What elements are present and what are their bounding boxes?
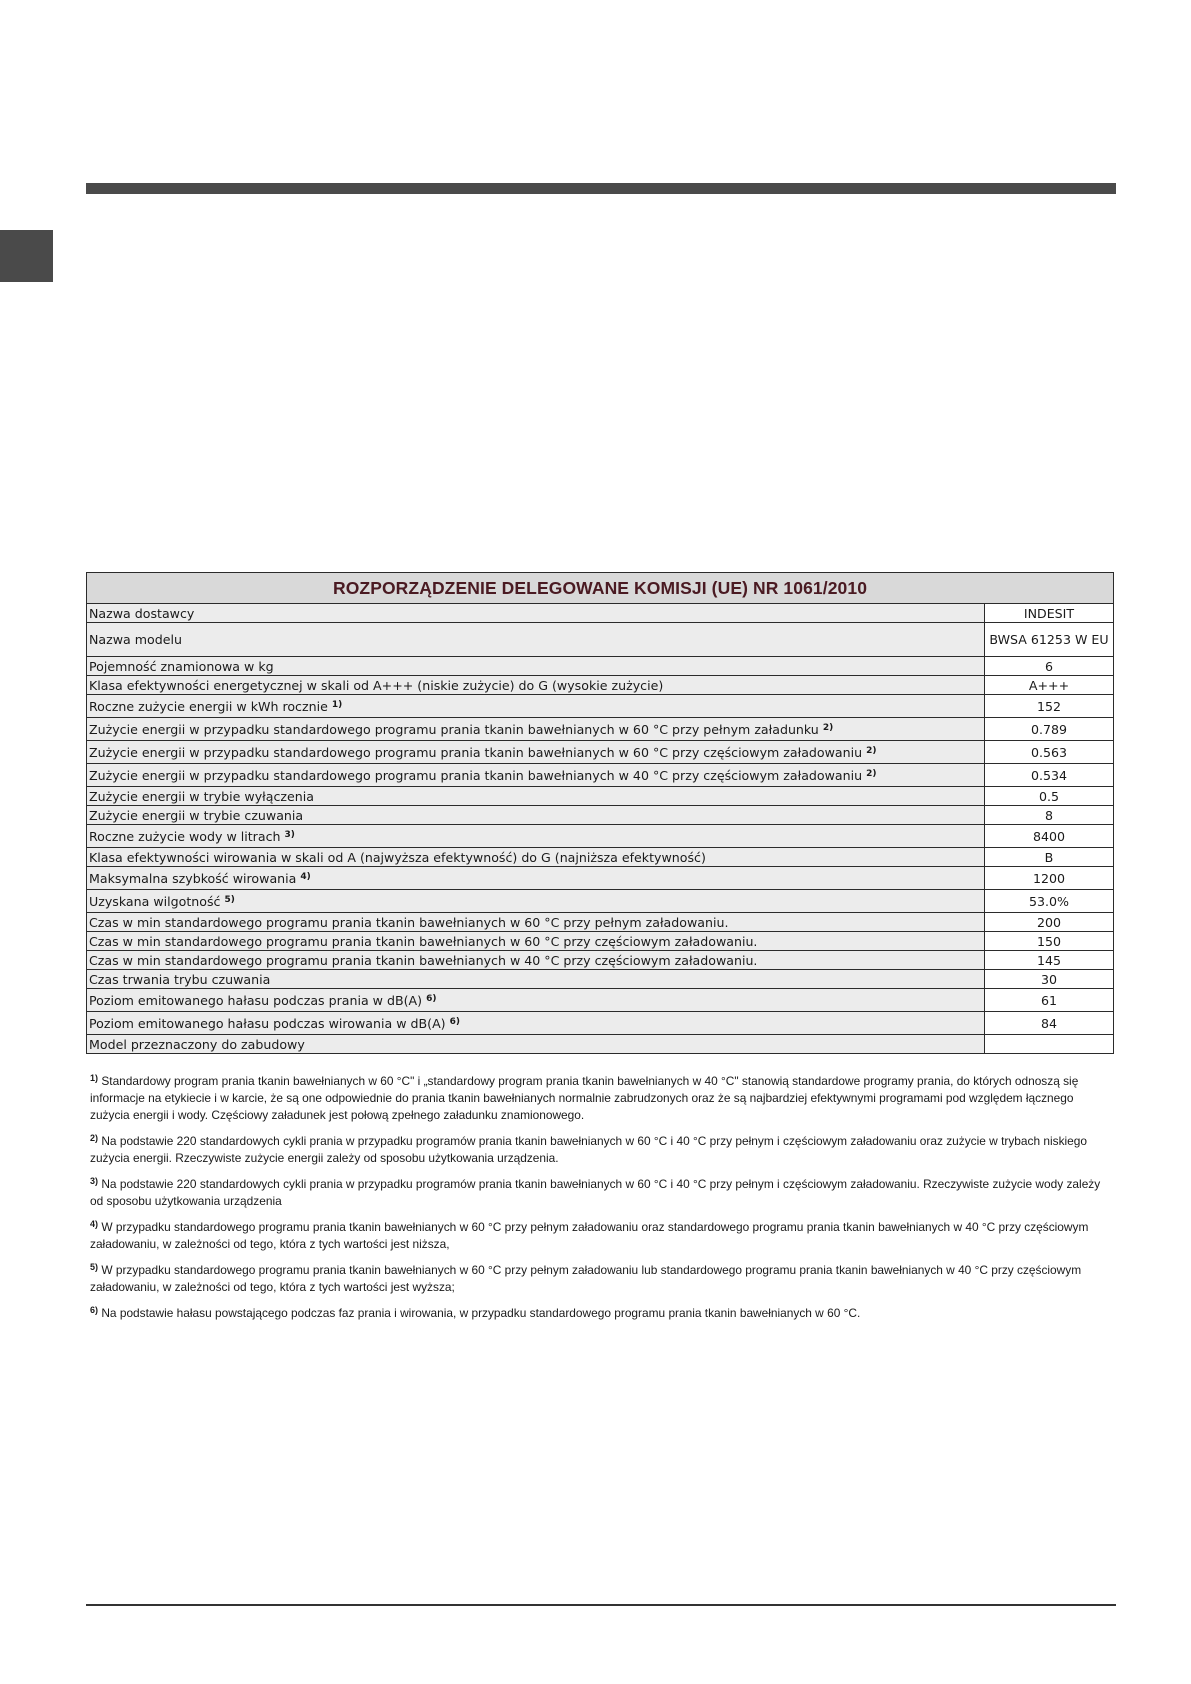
row-label-text: Nazwa dostawcy — [89, 605, 195, 621]
footnote-ref: 4) — [300, 871, 311, 882]
row-label — [87, 970, 985, 989]
footnote-ref: 1) — [331, 699, 343, 710]
row-label — [87, 825, 985, 848]
header-divider-bar — [86, 183, 1116, 194]
footnote-text: Na podstawie 220 standardowych cykli prania w przypadku programów prania tkanin bawełnianych w 60 °C i 40 °C przy pełnym i częściowym załadowaniu oraz zużycie w trybach niskiego zużycia energii. Rzeczywiste zużycie energii zależy od sposobu użytkowania urządzenia. — [90, 1134, 1087, 1165]
table-row — [87, 848, 1114, 867]
table-row — [87, 604, 1114, 623]
row-label-text: Poziom emitowanego hałasu podczas wirowania w dB(A) — [89, 1015, 446, 1031]
row-label — [87, 695, 985, 718]
row-label — [87, 913, 985, 932]
row-label — [87, 657, 985, 676]
table-row — [87, 970, 1114, 989]
table-row — [87, 623, 1114, 657]
row-label — [87, 764, 985, 787]
table-row — [87, 1035, 1114, 1054]
row-value: INDESIT — [985, 604, 1114, 623]
table-row — [87, 695, 1114, 718]
row-label — [87, 932, 985, 951]
row-label-text: Uzyskana wilgotność — [89, 893, 221, 909]
footnote-mark: 4) — [90, 1219, 99, 1229]
row-value: 1200 — [985, 867, 1114, 890]
footnote-mark: 1) — [90, 1073, 99, 1083]
footnote-ref: 6) — [426, 993, 437, 1004]
table-row — [87, 989, 1114, 1012]
row-label-text: Zużycie energii w przypadku standardowego programu prania tkanin bawełnianych w 60 °C przy pełnym załadunku — [89, 721, 819, 737]
footnote-mark: 6) — [90, 1305, 99, 1315]
row-label — [87, 890, 985, 913]
footnote — [90, 1133, 1115, 1167]
row-label — [87, 623, 985, 657]
row-label-text: Pojemność znamionowa w kg — [89, 658, 274, 674]
footnote — [90, 1262, 1115, 1296]
row-label — [87, 989, 985, 1012]
table-row — [87, 825, 1114, 848]
row-value: 145 — [985, 951, 1114, 970]
row-label — [87, 787, 985, 806]
table-row — [87, 787, 1114, 806]
footnote-ref: 2) — [866, 745, 877, 756]
row-label — [87, 848, 985, 867]
table-row — [87, 1012, 1114, 1035]
footer-rule — [86, 1604, 1116, 1606]
footnote-ref: 5) — [224, 894, 235, 905]
table-row — [87, 676, 1114, 695]
row-value: 200 — [985, 913, 1114, 932]
row-label — [87, 604, 985, 623]
row-label-text: Nazwa modelu — [89, 632, 182, 647]
row-value: 0.534 — [985, 764, 1114, 787]
table-row — [87, 913, 1114, 932]
row-label — [87, 951, 985, 970]
table-title: ROZPORZĄDZENIE DELEGOWANE KOMISJI (UE) NR 1061/2010 — [87, 573, 1114, 604]
row-value: BWSA 61253 W EU — [985, 623, 1114, 657]
row-label-text: Klasa efektywności wirowania w skali od A (najwyższa efektywność) do G (najniższa efektywność) — [89, 849, 706, 865]
row-value: 84 — [985, 1012, 1114, 1035]
row-value: B — [985, 848, 1114, 867]
table-row — [87, 890, 1114, 913]
row-label — [87, 1035, 985, 1054]
footnote — [90, 1176, 1115, 1210]
row-value: 61 — [985, 989, 1114, 1012]
row-label-text: Czas w min standardowego programu prania tkanin bawełnianych w 60 °C przy pełnym załadowaniu. — [89, 914, 729, 930]
row-value — [985, 1035, 1114, 1054]
row-label-text: Zużycie energii w trybie czuwania — [89, 807, 304, 823]
row-value: 0.789 — [985, 718, 1114, 741]
table-row — [87, 951, 1114, 970]
row-value: 53.0% — [985, 890, 1114, 913]
table-row — [87, 741, 1114, 764]
page-side-tab — [0, 230, 53, 282]
footnotes — [90, 1073, 1115, 1331]
footnote-ref: 2) — [822, 722, 834, 733]
table-row — [87, 764, 1114, 787]
footnote-text: Na podstawie hałasu powstającego podczas faz prania i wirowania, w przypadku standardowego programu prania tkanin bawełnianych w 60 °C. — [101, 1306, 861, 1320]
footnote-mark: 2) — [90, 1133, 99, 1143]
row-label — [87, 718, 985, 741]
row-label-text: Maksymalna szybkość wirowania — [89, 870, 297, 886]
row-label-text: Czas w min standardowego programu prania tkanin bawełnianych w 40 °C przy częściowym załadowaniu. — [89, 952, 758, 968]
footnote-mark: 5) — [90, 1262, 99, 1272]
row-label — [87, 741, 985, 764]
row-label-text: Czas trwania trybu czuwania — [89, 971, 271, 987]
row-label-text: Czas w min standardowego programu prania tkanin bawełnianych w 60 °C przy częściowym załadowaniu. — [89, 933, 758, 949]
row-label-text: Zużycie energii w przypadku standardowego programu prania tkanin bawełnianych w 60 °C przy częściowym załadowaniu — [89, 744, 863, 760]
table-row — [87, 932, 1114, 951]
row-label-text: Zużycie energii w przypadku standardowego programu prania tkanin bawełnianych w 40 °C przy częściowym załadowaniu — [89, 767, 863, 783]
table-row — [87, 806, 1114, 825]
table-row — [87, 718, 1114, 741]
footnote-ref: 6) — [449, 1016, 461, 1027]
row-value: 150 — [985, 932, 1114, 951]
footnote — [90, 1305, 1115, 1322]
footnote — [90, 1219, 1115, 1253]
row-label-text: Roczne zużycie energii w kWh rocznie — [89, 698, 328, 714]
footnote-mark: 3) — [90, 1176, 99, 1186]
row-value: 8400 — [985, 825, 1114, 848]
footnote — [90, 1073, 1115, 1124]
row-label-text: Poziom emitowanego hałasu podczas prania w dB(A) — [89, 992, 423, 1008]
row-value: A+++ — [985, 676, 1114, 695]
row-value: 8 — [985, 806, 1114, 825]
row-label — [87, 867, 985, 890]
footnote-text: W przypadku standardowego programu prania tkanin bawełnianych w 60 °C przy pełnym załadowaniu lub standardowego programu prania tkanin bawełnianych w 40 °C przy częściowym załadowaniu, w zależności od tego, która z tych wartości jest wyższa; — [90, 1263, 1082, 1294]
table-row — [87, 867, 1114, 890]
row-label-text: Model przeznaczony do zabudowy — [89, 1036, 305, 1052]
table-row — [87, 657, 1114, 676]
row-label-text: Roczne zużycie wody w litrach — [89, 828, 281, 844]
row-value: 0.5 — [985, 787, 1114, 806]
row-label-text: Klasa efektywności energetycznej w skali od A+++ (niskie zużycie) do G (wysokie zużycie) — [89, 677, 664, 693]
footnote-ref: 2) — [866, 768, 877, 779]
row-label — [87, 1012, 985, 1035]
footnote-text: W przypadku standardowego programu prania tkanin bawełnianych w 60 °C przy pełnym załadowaniu oraz standardowego programu prania tkanin bawełnianych w 40 °C przy częściowym załadowaniu, w zależności od tego, która z tych wartości jest niższa, — [90, 1220, 1089, 1251]
row-value: 30 — [985, 970, 1114, 989]
row-value: 6 — [985, 657, 1114, 676]
footnote-text: Standardowy program prania tkanin bawełnianych w 60 °C" i „standardowy program prania tkanin bawełnianych w 40 °C" stanowią standardowe programy prania, do których odnoszą się informacje na etykiecie i w karcie, że są one odpowiednie do prania tkanin bawełnianych normalnie zabrudzonych oraz że są najbardziej efektywnymi programami pod względem łącznego zużycia energii i wody. Częściowy załadunek jest połową zpełnego załadunku znamionowego. — [90, 1074, 1079, 1122]
footnote-text: Na podstawie 220 standardowych cykli prania w przypadku programów prania tkanin bawełnianych w 60 °C i 40 °C przy pełnym i częściowym załadowaniu. Rzeczywiste zużycie wody zależy od sposobu użytkowania urządzenia — [90, 1177, 1101, 1208]
row-value: 152 — [985, 695, 1114, 718]
row-value: 0.563 — [985, 741, 1114, 764]
row-label — [87, 676, 985, 695]
regulation-table — [86, 572, 1114, 1054]
footnote-ref: 3) — [284, 829, 295, 840]
row-label-text: Zużycie energii w trybie wyłączenia — [89, 788, 314, 804]
row-label — [87, 806, 985, 825]
